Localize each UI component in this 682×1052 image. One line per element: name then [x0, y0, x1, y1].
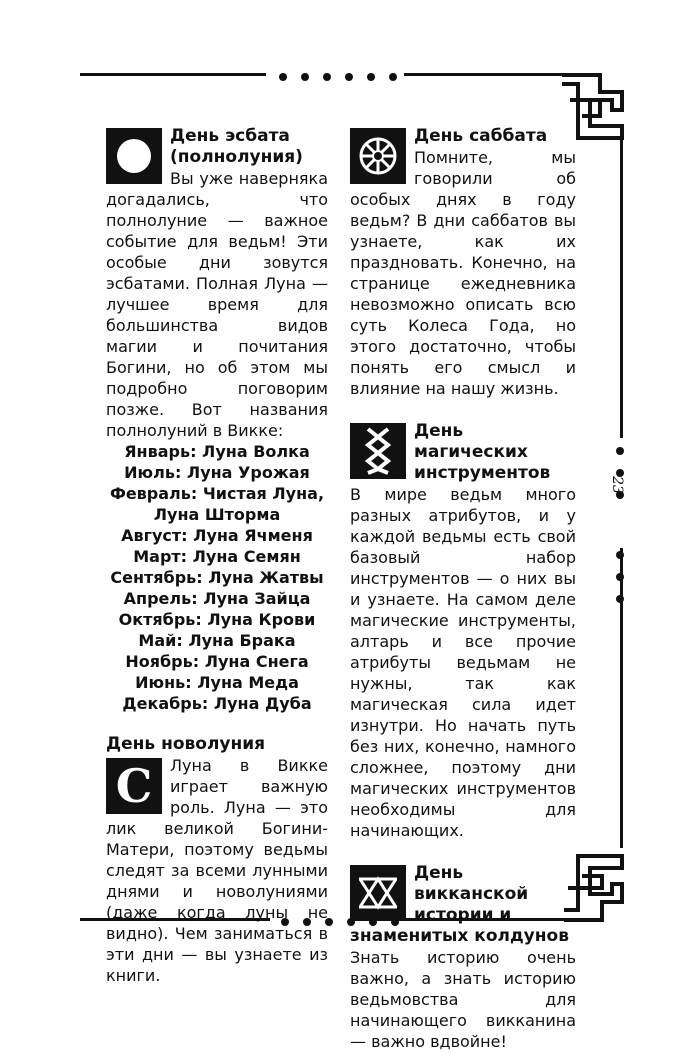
moon-name-item: Февраль: Чистая Луна,: [109, 484, 325, 503]
new-moon-title: День новолуния: [106, 734, 266, 754]
new-moon-text: Луна в Викке играет важную роль. Луна — это лик великой Богини-Матери, поэтому ведьмы следят за всеми лунными днями и новолуниями (даже когда луны не видно). Чем заниматься в эти дни — вы узнаете из книги.: [106, 756, 328, 985]
full-moon-icon: [106, 128, 162, 184]
tools-section: [350, 421, 576, 841]
letter-c-icon: C: [106, 758, 162, 814]
new-moon-section: [106, 734, 328, 986]
moon-name-item: Октябрь: Луна Крови: [118, 610, 316, 629]
history-text: Знать историю очень важно, а знать историю ведьмовства для начинающего викканина — важно вдвойне!: [350, 948, 576, 1051]
history-title: День викканской истории и знаменитых колдунов: [350, 863, 569, 946]
right-column: [350, 126, 576, 1052]
full-moon-names-list: [106, 441, 328, 714]
moon-name-item: Декабрь: Луна Дуба: [122, 694, 312, 713]
frame-right-lower-line: [620, 548, 623, 848]
moon-name-item: Апрель: Луна Зайца: [123, 589, 311, 608]
rune-knot-icon: [350, 423, 406, 479]
sabbat-section: [350, 126, 576, 399]
moon-name-item: Март: Луна Семян: [133, 547, 301, 566]
left-column: [106, 126, 328, 986]
sabbat-title: День саббата: [414, 126, 548, 146]
frame-top-left-line: [80, 73, 266, 76]
crossed-triangles-icon: [350, 865, 406, 921]
moon-name-item: Январь: Луна Волка: [124, 442, 310, 461]
moon-name-item: Ноябрь: Луна Снега: [125, 652, 309, 671]
page-number: 23: [608, 476, 625, 494]
moon-name-item: Июнь: Луна Меда: [135, 673, 299, 692]
moon-name-item: Июль: Луна Урожая: [124, 463, 310, 482]
moon-name-item: Сентябрь: Луна Жатвы: [110, 568, 324, 587]
esbat-text: Вы уже наверняка догадались, что полнолуние — важное событие для ведьм! Эти особые дни зовутся эсбатами. Полная Луна — лучшее время для большинства видов магии и почитания Богини, но об этом мы подробно поговорим позже. Вот названия полнолуний в Викке:: [106, 169, 328, 440]
frame-top-right-line: [404, 73, 564, 76]
moon-name-item: Май: Луна Брака: [138, 631, 296, 650]
tools-text: В мире ведьм много разных атрибутов, и у каждой ведьмы есть свой базовый набор инструментов — о них вы и узнаете. На самом деле магические инструменты, алтарь и все прочие атрибуты ведьмам не нужны, так как магическая сила идет изнутри. Но начать путь без них, конечно, намного сложнее, поэтому дни магических инструментов необходимы для начинающих.: [350, 485, 576, 840]
frame-right-upper-line: [620, 140, 623, 438]
history-section: [350, 863, 576, 1052]
moon-name-item: Луна Шторма: [153, 505, 281, 524]
tools-title: День магических инструментов: [414, 421, 551, 483]
moon-name-item: Август: Луна Ячменя: [121, 526, 313, 545]
esbat-section: [106, 126, 328, 714]
sabbat-text: Помните, мы говорили об особых днях в году ведьм? В дни саббатов вы узнаете, как их праздновать. Конечно, на странице ежедневника невозможно описать всю суть Колеса Года, но этого достаточно, чтобы понять его смысл и влияние на нашу жизнь.: [350, 148, 576, 398]
top-dots-divider: [272, 66, 404, 85]
wheel-of-year-icon: [350, 128, 406, 184]
esbat-title: День эсбата (полнолуния): [170, 126, 303, 167]
